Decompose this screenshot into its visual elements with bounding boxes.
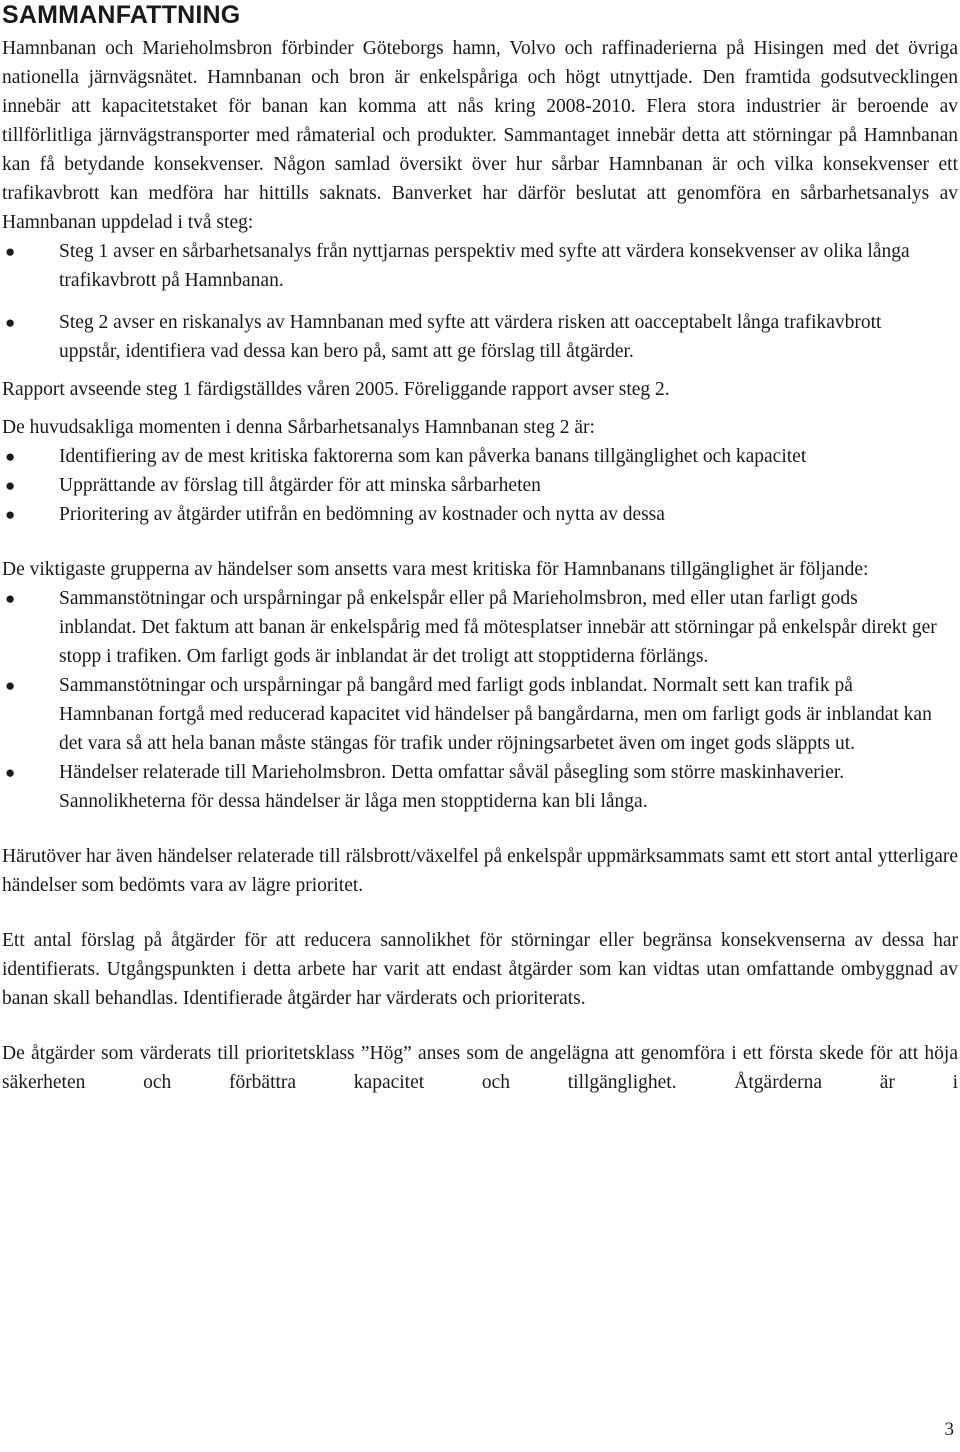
moments-list — [2, 442, 958, 529]
priority-paragraph: De åtgärder som värderats till prioritetsklass ”Hög” anses som de angelägna att genomföra i ett första skede för att höja säkerheten och förbättra kapacitet och tillgänglighet. Åtgärderna är i — [2, 1043, 958, 1093]
step-text: Steg 1 avser en sårbarhetsanalys från nyttjarnas perspektiv med syfte att värdera konsekvenser av olika långa trafikavbrott på Hamnbanan. — [59, 241, 910, 291]
list-item — [2, 500, 958, 529]
events-list — [2, 584, 958, 816]
event-text: Händelser relaterade till Marieholmsbron. Detta omfattar såväl påsegling som större maskinhaverier. Sannolikheterna för dessa händelser är låga men stopptiderna kan bli långa. — [59, 762, 845, 812]
bullet-icon: ● — [5, 763, 16, 782]
step-text: Steg 2 avser en riskanalys av Hamnbanan med syfte att värdera risken att oacceptabelt långa trafikavbrott uppstår, identifiera vad dessa kan bero på, samt att ge förslag till åtgärder. — [59, 312, 882, 362]
event-text: Sammanstötningar och urspårningar på bangård med farligt gods inblandat. Normalt sett kan trafik på Hamnbanan fortgå med reducerad kapacitet vid händelser på bangårdarna, men om farligt gods är inblandat kan det vara så att hela banan måste stängas för trafik under röjningsarbetet även om inget gods släppts ut. — [59, 675, 932, 754]
report-status-paragraph: Rapport avseende steg 1 färdigställdes våren 2005. Föreliggande rapport avser steg 2. — [2, 379, 670, 400]
bullet-icon: ● — [5, 476, 16, 495]
document-page — [2, 0, 958, 1097]
bullet-icon: ● — [5, 242, 16, 261]
bullet-icon: ● — [5, 505, 16, 524]
bullet-icon: ● — [5, 589, 16, 608]
bullet-icon: ● — [5, 447, 16, 466]
list-item — [2, 237, 958, 295]
proposals-paragraph: Ett antal förslag på åtgärder för att reducera sannolikhet för störningar eller begränsa konsekvenserna av dessa har identifierats. Utgångspunkten i detta arbete har varit att endast åtgärder som kan vidtas utan omfattande ombyggnad av banan skall behandlas. Identifierade åtgärder har värderats och prioriterats. — [2, 930, 958, 1009]
steps-list — [2, 237, 958, 366]
intro-paragraph: Hamnbanan och Marieholmsbron förbinder Göteborgs hamn, Volvo och raffinaderierna på Hisingen med det övriga nationella järnvägsnätet. Hamnbanan och bron är enkelspåriga och högt utnyttjade. Den framtida godsutvecklingen innebär att kapacitetstaket för banan kan komma att nås kring 2008-2010. Flera stora industrier är beroende av tillförlitliga järnvägstransporter med råmaterial och produkter. Sammantaget innebär detta att störningar på Hamnbanan kan få betydande konsekvenser. Någon samlad översikt över hur sårbar Hamnbanan är och vilka konsekvenser ett trafikavbrott kan medföra har hittills saknats. Banverket har därför beslutat att genomföra en sårbarhetsanalys av Hamnbanan uppdelad i två steg: — [2, 38, 958, 233]
events-intro: De viktigaste grupperna av händelser som ansetts vara mest kritiska för Hamnbanans tillgänglighet är följande: — [2, 559, 869, 580]
list-item — [2, 442, 958, 471]
moment-text: Identifiering av de mest kritiska faktorerna som kan påverka banans tillgänglighet och kapacitet — [59, 446, 807, 467]
bullet-icon: ● — [5, 676, 16, 695]
moment-text: Upprättande av förslag till åtgärder för att minska sårbarheten — [59, 475, 541, 496]
list-item — [2, 758, 958, 816]
page-number: 3 — [944, 1419, 954, 1440]
list-item — [2, 308, 958, 366]
list-item — [2, 584, 958, 671]
list-item — [2, 471, 958, 500]
bullet-icon: ● — [5, 313, 16, 332]
event-text: Sammanstötningar och urspårningar på enkelspår eller på Marieholmsbron, med eller utan farligt gods inblandat. Det faktum att banan är enkelspårig med få mötesplatser innebär att störningar på enkelspår direkt ger stopp i trafiken. Om farligt gods är inblandat är det troligt att stopptiderna förlängs. — [59, 588, 937, 667]
moments-intro: De huvudsakliga momenten i denna Sårbarhetsanalys Hamnbanan steg 2 är: — [2, 417, 595, 438]
additional-events-paragraph: Härutöver har även händelser relaterade till rälsbrott/växelfel på enkelspår uppmärksammats samt ett stort antal ytterligare händelser som bedömts vara av lägre prioritet. — [2, 846, 958, 896]
list-item — [2, 671, 958, 758]
moment-text: Prioritering av åtgärder utifrån en bedömning av kostnader och nytta av dessa — [59, 504, 665, 525]
section-heading: SAMMANFATTNING — [2, 1, 241, 29]
